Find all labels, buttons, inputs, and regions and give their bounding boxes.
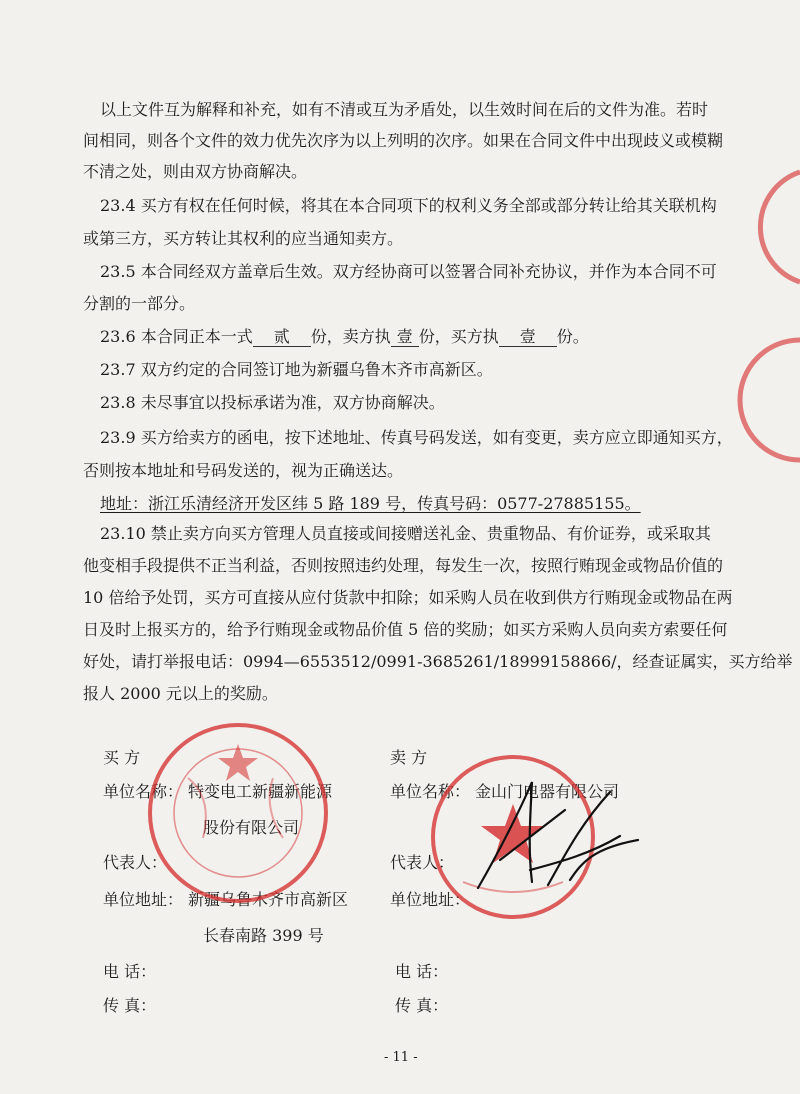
buyer-unit-name-line-2: 股份有限公司	[203, 818, 300, 837]
clause-23-4-line-1: 23.4 买方有权在任何时候，将其在本合同项下的权利义务全部或部分转让给其关联机构	[100, 196, 717, 215]
clause-23-6-text-c: 份，买方执	[418, 327, 499, 346]
seller-unit-name: 金山门电器有限公司	[475, 782, 620, 801]
clause-23-6-text-a: 23.6 本合同正本一式	[100, 327, 253, 346]
buyer-phone-label: 电 话：	[103, 962, 157, 981]
copies-total-value: 贰	[253, 327, 311, 347]
clause-23-10-line-3: 10 倍给予处罚，买方可直接从应付货款中扣除；如采购人员在收到供方行贿现金或物品在两	[83, 588, 733, 607]
buyer-address-line-2: 长春南路 399 号	[203, 926, 324, 945]
seller-address-label: 单位地址：	[390, 890, 471, 909]
seller-heading: 卖 方	[390, 748, 428, 767]
clause-23-9-line-2: 否则按本地址和号码发送的，视为正确送达。	[83, 461, 404, 480]
buyer-unit-label: 单位名称：	[103, 782, 184, 801]
clause-23-10-line-5: 好处，请打举报电话：0994—6553512/0991-3685261/18999158866/，经查证属实，买方给举	[83, 652, 793, 671]
buyer-fax-label: 传 真：	[103, 996, 157, 1015]
clause-23-7: 23.7 双方约定的合同签订地为新疆乌鲁木齐市高新区。	[100, 360, 493, 379]
right-edge-seal-top	[738, 172, 800, 282]
page-number: - 11 -	[384, 1050, 418, 1065]
seller-representative-label: 代表人：	[390, 853, 455, 872]
seller-phone-label: 电 话：	[395, 962, 449, 981]
clause-23-6-text-d: 份。	[556, 327, 589, 346]
clause-23-8: 23.8 未尽事宜以投标承诺为准，双方协商解决。	[100, 393, 445, 412]
buyer-company-seal	[143, 718, 333, 908]
seller-unit-label: 单位名称：	[390, 782, 471, 801]
clause-23-6-text-b: 份，卖方执	[310, 327, 391, 346]
clause-23-4-line-2: 或第三方，买方转让其权利的应当通知卖方。	[83, 229, 404, 248]
clause-23-10-line-4: 日及时上报买方的，给予行贿现金或物品价值 5 倍的奖励；如买方采购人员向卖方索要任何	[83, 620, 728, 639]
buyer-heading: 买 方	[103, 748, 141, 767]
clause-23-5-line-2: 分割的一部分。	[83, 294, 196, 313]
copies-buyer-value: 壹	[499, 327, 557, 347]
paragraph-1-line-2: 间相同，则各个文件的效力优先次序为以上列明的次序。如果在合同文件中出现歧义或模糊	[83, 131, 724, 150]
buyer-address-label: 单位地址：	[103, 890, 184, 909]
paragraph-1-line-1: 以上文件互为解释和补充，如有不清或互为矛盾处，以生效时间在后的文件为准。若时	[100, 100, 709, 119]
right-edge-seal-bottom	[740, 340, 800, 460]
buyer-address-line-1: 新疆乌鲁木齐市高新区	[188, 890, 349, 909]
buyer-unit-name-line-1: 特变电工新疆新能源	[188, 782, 333, 801]
clause-23-10-line-2: 他变相手段提供不正当利益，否则按照违约处理，每发生一次，按照行贿现金或物品价值的	[83, 556, 724, 575]
seller-handwritten-signature	[470, 770, 645, 900]
clause-23-10-line-1: 23.10 禁止卖方向买方管理人员直接或间接赠送礼金、贵重物品、有价证券，或采取其	[100, 524, 711, 543]
clause-23-6	[100, 327, 589, 347]
clause-23-10-line-6: 报人 2000 元以上的奖励。	[83, 684, 278, 703]
paragraph-1-line-3: 不清之处，则由双方协商解决。	[83, 162, 308, 181]
clause-23-9-line-1: 23.9 买方给卖方的函电，按下述地址、传真号码发送，如有变更，卖方应立即通知买方，	[100, 428, 733, 447]
buyer-representative-label: 代表人：	[103, 853, 168, 872]
seller-fax-label: 传 真：	[395, 996, 449, 1015]
copies-seller-value: 壹	[391, 327, 419, 347]
clause-23-5-line-1: 23.5 本合同经双方盖章后生效。双方经协商可以签署合同补充协议，并作为本合同不可	[100, 262, 717, 281]
seller-address-line: 地址：浙江乐清经济开发区纬 5 路 189 号，传真号码：0577-27885155。	[100, 494, 641, 513]
